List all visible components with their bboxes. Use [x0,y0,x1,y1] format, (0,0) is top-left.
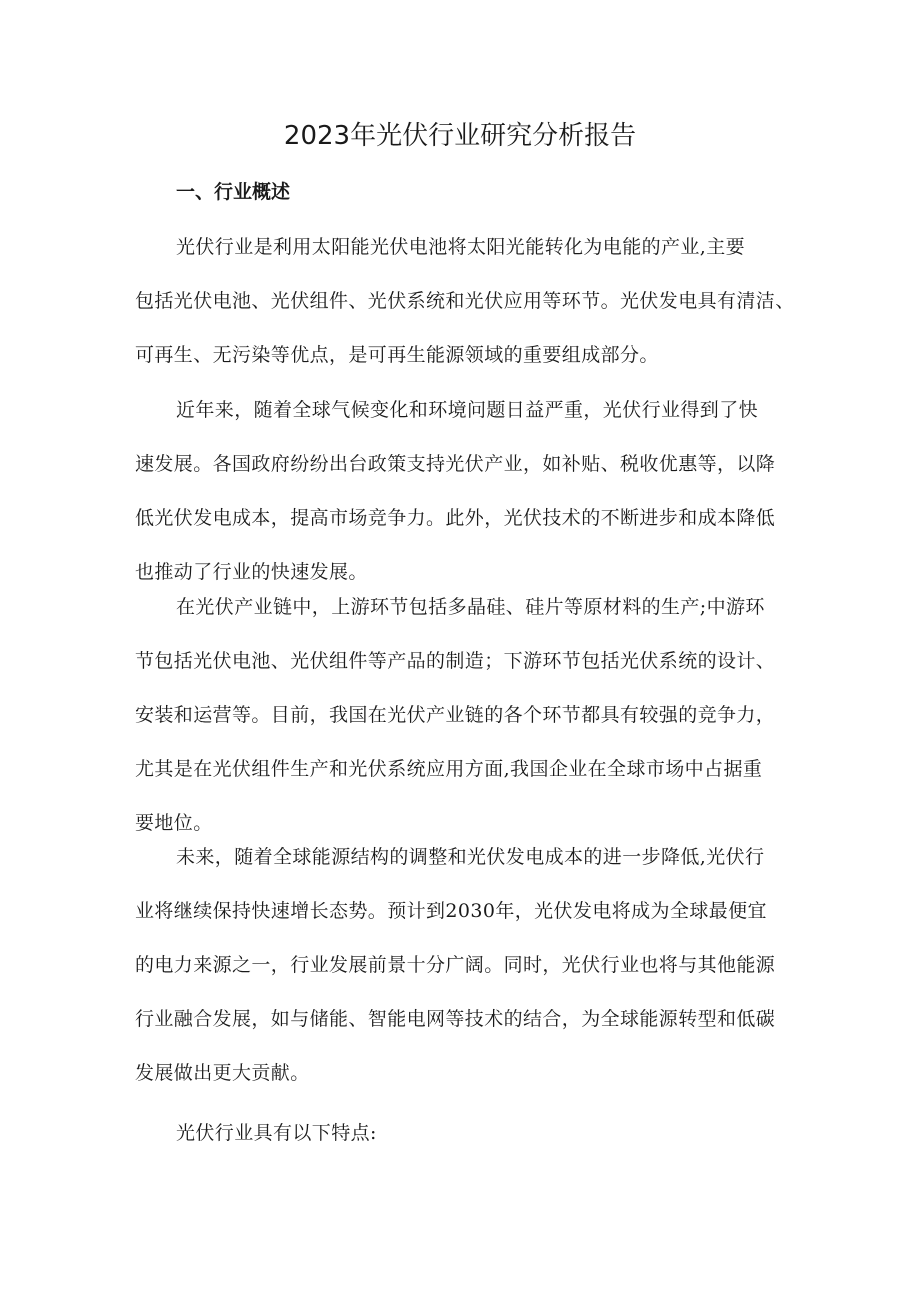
paragraph-line: 的电力来源之一，行业发展前景十分广阔。同时，光伏行业也将与其他能源 [135,954,776,976]
paragraph-industry-chain [135,580,797,850]
paragraph-line: 发展做出更大贡献。 [135,1062,310,1084]
paragraph-future-outlook [135,830,797,1100]
paragraph-line: 也推动了行业的快速发展。 [135,561,368,583]
paragraph-line: 速发展。各国政府纷纷出台政策支持光伏产业，如补贴、税收优惠等，以降 [135,453,776,475]
paragraph-line: 光伏行业具有以下特点: [176,1122,377,1144]
paragraph-line: 在光伏产业链中，上游环节包括多晶硅、硅片等原材料的生产;中游环 [176,596,765,618]
paragraph-overview [135,220,797,382]
document-title: 2023年光伏行业研究分析报告 [283,121,637,151]
paragraph-line: 安装和运营等。目前，我国在光伏产业链的各个环节都具有较强的竞争力， [135,704,776,726]
paragraph-line: 包括光伏电池、光伏组件、光伏系统和光伏应用等环节。光伏发电具有清洁、 [135,290,795,312]
paragraph-line: 未来，随着全球能源结构的调整和光伏发电成本的进一步降低,光伏行 [176,846,765,868]
paragraph-line: 节包括光伏电池、光伏组件等产品的制造；下游环节包括光伏系统的设计、 [135,650,776,672]
paragraph-recent-development [135,383,797,599]
paragraph-line: 低光伏发电成本，提高市场竞争力。此外，光伏技术的不断进步和成本降低 [135,507,776,529]
paragraph-line: 可再生、无污染等优点，是可再生能源领域的重要组成部分。 [135,344,659,366]
paragraph-line: 行业融合发展，如与储能、智能电网等技术的结合，为全球能源转型和低碳 [135,1008,776,1030]
paragraph-line: 近年来，随着全球气候变化和环境问题日益严重，光伏行业得到了快 [176,399,759,421]
paragraph-features-intro [135,1106,797,1160]
paragraph-line: 要地位。 [135,812,213,834]
section-heading: 一、行业概述 [176,181,291,203]
paragraph-line: 业将继续保持快速增长态势。预计到2030年，光伏发电将成为全球最便宜 [135,900,767,922]
paragraph-line: 尤其是在光伏组件生产和光伏系统应用方面,我国企业在全球市场中占据重 [135,758,763,780]
paragraph-line: 光伏行业是利用太阳能光伏电池将太阳光能转化为电能的产业,主要 [176,236,746,258]
